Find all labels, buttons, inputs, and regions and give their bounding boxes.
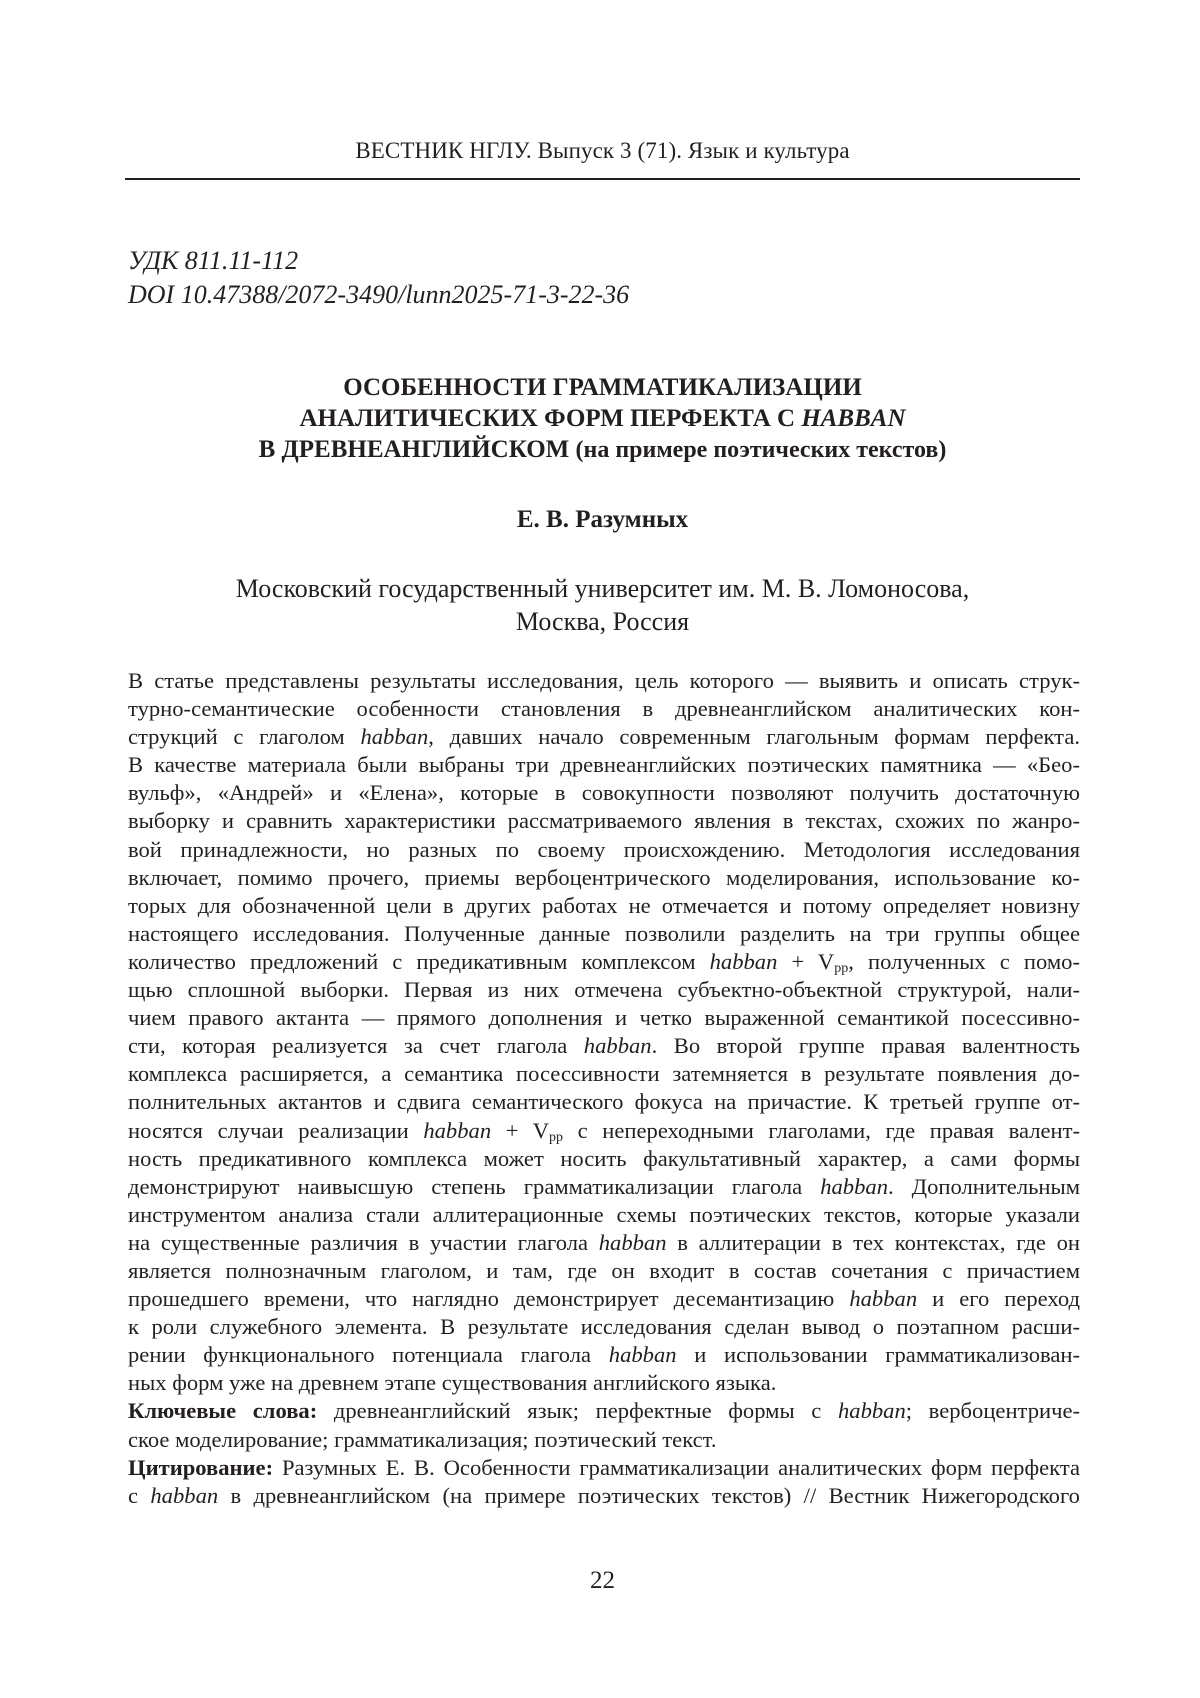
abstract-line: В качестве материала были выбраны три древнеанглийских поэтических памятника — «Бео- [128,752,1080,778]
abstract-text: сти, которая реализуется за счет глагола [128,1033,584,1059]
abstract-line: ность предикативного комплекса может носить факультативный характер, а сами формы [128,1145,1080,1171]
term-habban: habban [837,1398,906,1424]
abstract-line: выборку и сравнить характеристики рассматриваемого явления в текстах, схожих по жанро- [128,808,1080,834]
subscript-pp: pp [549,1129,564,1145]
udk-code: УДК 811.11-112 [128,246,299,275]
abstract-line: комплекса расширяется, а семантика посессивности затемняется в результате появления до- [128,1061,1080,1087]
abstract-text: рении функционального потенциала глагола [128,1342,609,1368]
abstract-text: . Дополнительным [887,1173,1080,1199]
abstract-line: инструментом анализа стали аллитерационные схемы поэтических текстов, которые указали [128,1201,1080,1227]
abstract-line: ных форм уже на древнем этапе существования английского языка. [128,1370,777,1396]
article-title [125,372,1080,466]
term-habban: habban [849,1286,918,1312]
abstract-line [128,1117,1080,1145]
abstract-text: . Во второй группе правая валентность [651,1033,1080,1059]
citation-text: с [128,1482,151,1508]
affiliation-line-1: Московский государственный университет им. М. В. Ломоносова, [235,574,970,603]
keywords-line: ское моделирование; грамматикализация; поэтический текст. [128,1426,717,1452]
term-habban: habban [583,1033,652,1059]
title-term-habban: HABBAN [801,405,906,432]
abstract-text: с непереходными глаголами, где правая валент- [563,1117,1081,1143]
abstract-line: вульф», «Андрей» и «Елена», которые в совокупности позволяют получить достаточную [128,780,1080,806]
citation-text: Разумных Е. В. Особенности грамматикализации аналитических форм перфекта [273,1454,1080,1480]
title-line-2 [125,403,1080,434]
article-identifiers [128,244,629,312]
author-name: Е. В. Разумных [516,506,689,533]
term-habban: habban [598,1229,667,1255]
title-line-1: ОСОБЕННОСТИ ГРАММАТИКАЛИЗАЦИИ [343,374,862,401]
doi-code: DOI 10.47388/2072-3490/lunn2025-71-3-22-36 [128,280,630,309]
abstract-line: является полнозначным глаголом, и там, где он входит в состав сочетания с причастием [128,1257,1080,1283]
term-habban: habban [360,724,429,750]
header-rule [125,178,1080,180]
abstract-text: + V [777,948,835,974]
abstract-line: чием правого актанта — прямого дополнения и четко выраженной семантикой посессивно- [128,1005,1080,1031]
running-head: ВЕСТНИК НГЛУ. Выпуск 3 (71). Язык и культура [355,138,850,163]
abstract-line [128,1341,1080,1369]
abstract-text: прошедшего времени, что наглядно демонстрирует десемантизацию [128,1286,850,1312]
citation-label: Цитирование: [128,1454,274,1480]
abstract-line [128,1032,1080,1060]
abstract-text: и его переход [917,1286,1080,1312]
term-habban: habban [820,1173,888,1199]
abstract-line [128,1285,1080,1313]
term-habban: habban [608,1342,677,1368]
abstract-text: на существенные различия в участии глагола [128,1229,599,1255]
keywords-line [128,1397,1080,1425]
abstract-line: включает, помимо прочего, приемы вербоцентрического моделирования, использование ко- [128,864,1080,890]
abstract-line [128,948,1080,976]
abstract-text: струкций с глаголом [128,724,361,750]
citation-line [128,1454,1080,1482]
title-subtitle: (на примере поэтических текстов) [575,437,947,463]
abstract-text: , давших начало современным глагольным формам перфекта. [428,724,1081,750]
keywords-text: ; вербоцентриче- [905,1398,1080,1424]
page-number: 22 [590,1567,615,1594]
citation-text: в древнеанглийском (на примере поэтических текстов) // Вестник Нижегородского [218,1482,1080,1508]
abstract-line [128,723,1080,751]
term-habban: habban [150,1482,219,1508]
affiliation [125,572,1080,638]
abstract-text: и использовании грамматикализован- [676,1342,1081,1368]
abstract-line: настоящего исследования. Полученные данные позволили разделить на три группы общее [128,920,1080,946]
term-habban: habban [709,948,778,974]
keywords-label: Ключевые слова: [128,1398,318,1424]
title-line-2-text: АНАЛИТИЧЕСКИХ ФОРМ ПЕРФЕКТА С [299,405,802,432]
abstract-line [128,1173,1080,1201]
affiliation-line-2: Москва, Россия [515,607,690,636]
abstract-line: турно-семантические особенности становления в древнеанглийском аналитических кон- [128,696,1080,722]
abstract-line: торых для обозначенной цели в других работах не отмечается и потому определяет новизну [128,892,1080,918]
title-line-3-text: В ДРЕВНЕАНГЛИЙСКОМ [258,436,576,463]
abstract-text: носятся случаи реализации [128,1117,424,1143]
abstract-text: демонстрируют наивысшую степень грамматикализации глагола [128,1173,821,1199]
abstract-line: В статье представлены результаты исследования, цель которого — выявить и описать струк- [128,668,1080,693]
abstract-text: в аллитерации в тех контекстах, где он [666,1229,1080,1255]
title-line-3 [125,434,1080,466]
abstract-line: к роли служебного элемента. В результате исследования сделан вывод о поэтапном расши- [128,1314,1080,1340]
abstract-line: вой принадлежности, но разных по своему происхождению. Методология исследования [128,836,1080,862]
abstract-text: количество предложений с предикативным комплексом [128,948,710,974]
abstract-text: , полученных с помо- [848,948,1080,974]
abstract-line: щью сплошной выборки. Первая из них отмечена субъектно-объектной структурой, нали- [128,977,1080,1003]
abstract-line: полнительных актантов и сдвига семантического фокуса на причастие. К третьей группе от- [128,1089,1080,1115]
abstract-line [128,1229,1080,1257]
term-habban: habban [423,1117,492,1143]
abstract-text: + V [491,1117,550,1143]
subscript-pp: pp [834,960,849,976]
keywords-text: древнеанглийский язык; перфектные формы с [317,1398,838,1424]
abstract [128,667,1080,1510]
citation-line [128,1482,1080,1510]
